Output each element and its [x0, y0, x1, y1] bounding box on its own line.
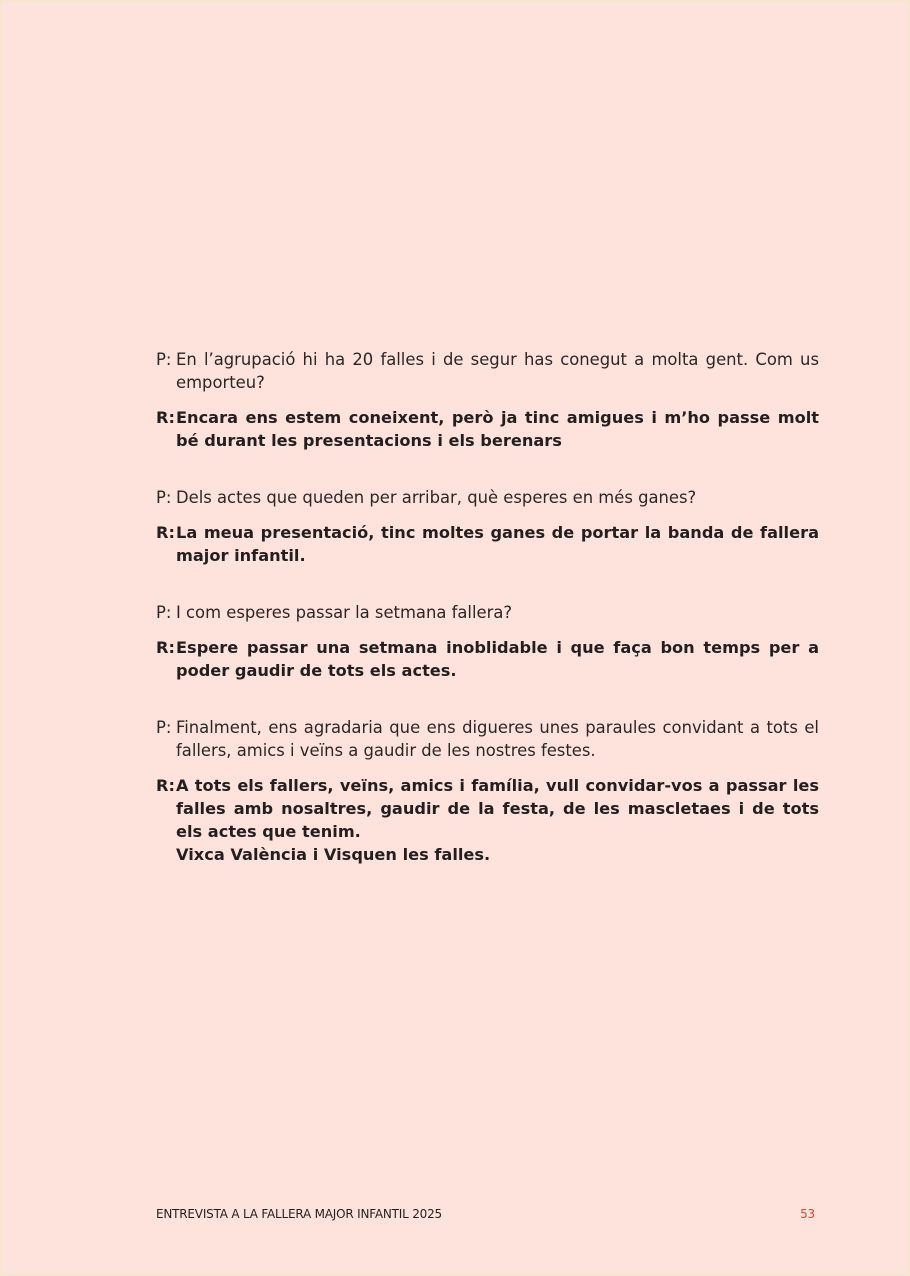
question-1 [156, 348, 819, 394]
answer-2 [156, 521, 819, 567]
question-marker: P: [156, 488, 172, 507]
answer-text [176, 521, 819, 567]
answer-marker: R: [156, 408, 175, 427]
question-marker: P: [156, 350, 172, 369]
question-text: En l’agrupació hi ha 20 falles i de segur has conegut a molta gent. Com us emporteu? [176, 350, 819, 392]
question-marker: P: [156, 603, 172, 622]
footer-title: ENTREVISTA A LA FALLERA MAJOR INFANTIL 2025 [156, 1207, 442, 1221]
page-footer [156, 1205, 815, 1223]
question-3 [156, 601, 819, 624]
answer-marker: R: [156, 638, 175, 657]
answer-text [176, 406, 819, 452]
qa-block-3 [156, 601, 819, 682]
answer-line: La meua presentació, tinc moltes ganes de portar la banda de fallera major infantil. [176, 523, 819, 565]
answer-line-closing: Vixca València i Visquen les falles. [176, 845, 491, 864]
answer-marker: R: [156, 776, 175, 795]
qa-block-4 [156, 716, 819, 866]
question-marker: P: [156, 718, 172, 737]
question-text: Dels actes que queden per arribar, què esperes en més ganes? [176, 488, 697, 507]
question-4 [156, 716, 819, 762]
qa-block-1 [156, 348, 819, 452]
answer-line: Espere passar una setmana inoblidable i que faça bon temps per a poder gaudir de tots els actes. [176, 638, 819, 680]
answer-marker: R: [156, 523, 175, 542]
answer-1 [156, 406, 819, 452]
question-text: I com esperes passar la setmana fallera? [176, 603, 513, 622]
interview-content [156, 348, 819, 900]
answer-line: Encara ens estem coneixent, però ja tinc amigues i m’ho passe molt bé durant les presentacions i els berenars [176, 408, 819, 450]
answer-3 [156, 636, 819, 682]
answer-text [176, 774, 819, 866]
answer-line: A tots els fallers, veïns, amics i família, vull convidar-vos a passar les falles amb nosaltres, gaudir de la festa, de les mascletaes i de tots els actes que tenim. [176, 776, 819, 841]
question-2 [156, 486, 819, 509]
question-text: Finalment, ens agradaria que ens digueres unes paraules convidant a tots el fallers, amics i veïns a gaudir de les nostres festes. [176, 718, 819, 760]
page-number: 53 [800, 1207, 815, 1221]
answer-text [176, 636, 819, 682]
answer-4 [156, 774, 819, 866]
qa-block-2 [156, 486, 819, 567]
